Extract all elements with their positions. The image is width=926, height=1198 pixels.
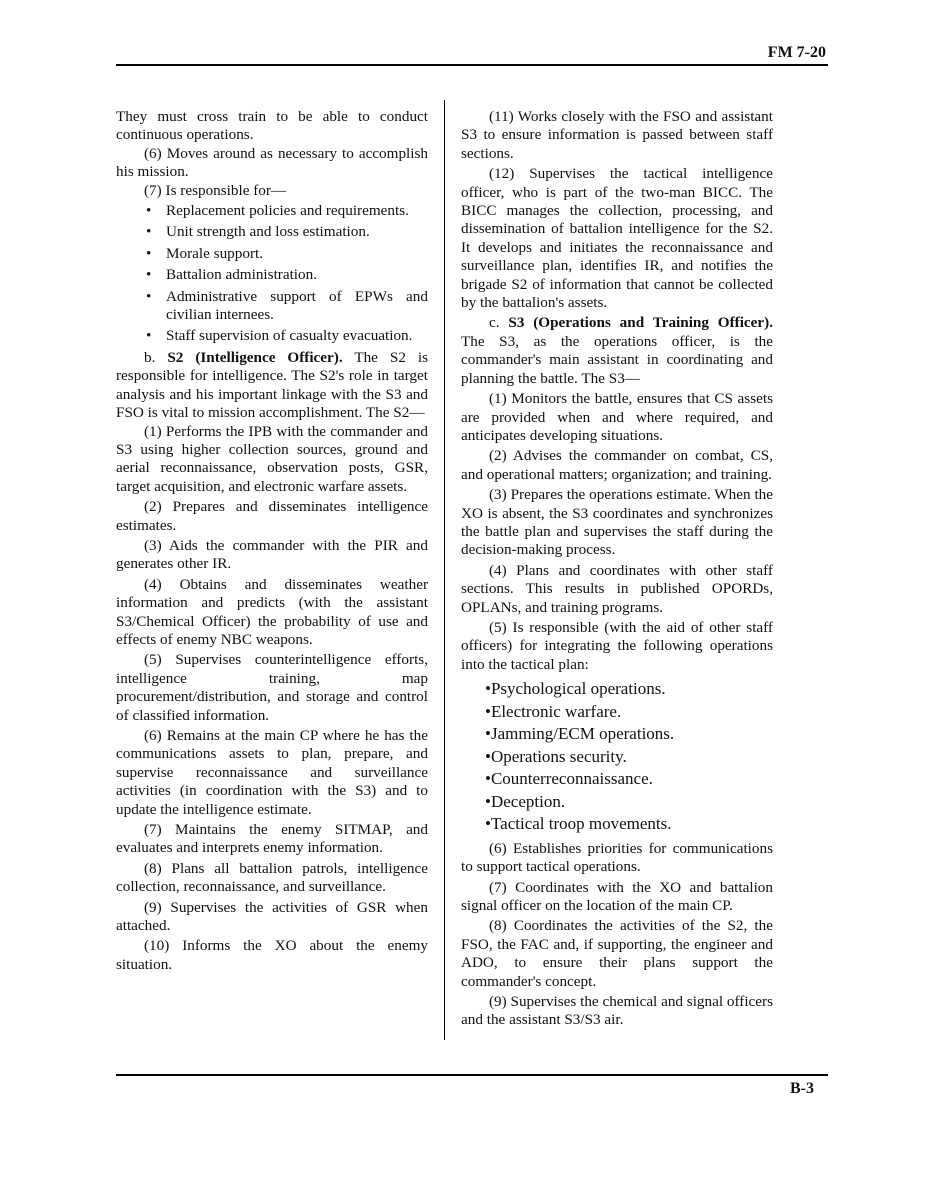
s2-duty: (9) Supervises the activities of GSR when attached.	[116, 898, 428, 935]
s3-heading: S3 (Operations and Training Officer).	[508, 314, 773, 332]
section-label: b.	[144, 348, 156, 366]
s2-duty: (10) Informs the XO about the enemy situation.	[116, 937, 428, 973]
s1-item-7: (7) Is responsible for—	[144, 181, 287, 199]
s3-section-intro	[461, 314, 773, 388]
s2-duty: (8) Plans all battalion patrols, intelligence collection, reconnaissance, and surveillance.	[116, 859, 428, 896]
s3-duty: (8) Coordinates the activities of the S2, the FSO, the FAC and, if supporting, the engineer and ADO, to ensure their plans support the commander's concept.	[461, 917, 773, 990]
list-item: • Electronic warfare.	[485, 701, 773, 724]
column-divider	[444, 100, 445, 1040]
list-item: • Deception.	[485, 791, 773, 814]
list-item: • Staff supervision of casualty evacuation.	[166, 327, 428, 345]
responsibility-list	[116, 202, 428, 346]
s2-duty: (6) Remains at the main CP where he has the communications assets to plan, prepare, and supervise reconnaissance and surveillance activities (in coordination with the S3) and to update the intelligence estimate.	[116, 727, 428, 818]
header-rule	[116, 64, 828, 66]
s3-duty: (3) Prepares the operations estimate. When the XO is absent, the S3 coordinates and synchronizes the battle plan and supervises the staff during the decision-making process.	[461, 486, 773, 559]
list-item: • Jamming/ECM operations.	[485, 723, 773, 746]
section-label: c.	[489, 314, 500, 332]
s3-duty: (6) Establishes priorities for communications to support tactical operations.	[461, 839, 773, 876]
running-header: FM 7-20	[767, 44, 826, 61]
s3-duty: (4) Plans and coordinates with other staff sections. This results in published OPORDs, OPLANs, and training programs.	[461, 561, 773, 616]
s3-duty: (5) Is responsible (with the aid of other staff officers) for integrating the following operations into the tactical plan:	[461, 618, 773, 673]
s2-duty: (2) Prepares and disseminates intelligence estimates.	[116, 498, 428, 534]
s3-duty: (2) Advises the commander on combat, CS, and operational matters; organization; and training.	[461, 447, 773, 483]
list-item: • Unit strength and loss estimation.	[166, 223, 428, 241]
left-column	[116, 108, 428, 974]
s2-duty: (5) Supervises counterintelligence efforts, intelligence training, map procurement/distribution, and storage and control of classified information.	[116, 651, 428, 724]
s2-heading: S2 (Intelligence Officer).	[167, 348, 343, 366]
list-item: • Tactical troop movements.	[485, 813, 773, 836]
s2-section-intro	[116, 349, 428, 423]
s2-duty: (7) Maintains the enemy SITMAP, and evaluates and interprets enemy information.	[116, 821, 428, 857]
s2-description: The S2 is responsible for intelligence. The S2's role in target analysis and his important linkage with the S3 and FSO is vital to mission accomplishment. The S2—	[116, 348, 428, 422]
s2-duty: (11) Works closely with the FSO and assistant S3 to ensure information is passed between staff sections.	[461, 108, 773, 162]
list-item: • Morale support.	[166, 245, 428, 263]
s3-duty: (1) Monitors the battle, ensures that CS assets are provided when and where required, and anticipates developing situations.	[461, 390, 773, 444]
list-item: • Battalion administration.	[166, 266, 428, 284]
s2-duty: (3) Aids the commander with the PIR and generates other IR.	[116, 536, 428, 573]
s3-description: The S3, as the operations officer, is the commander's main assistant in coordinating and planning the battle. The S3—	[461, 332, 773, 387]
list-item: • Administrative support of EPWs and civilian internees.	[166, 288, 428, 325]
list-item: • Psychological operations.	[485, 678, 773, 701]
list-item: • Replacement policies and requirements.	[166, 202, 428, 220]
s3-duty: (7) Coordinates with the XO and battalion signal officer on the location of the main CP.	[461, 878, 773, 914]
s2-duty: (12) Supervises the tactical intelligence officer, who is part of the two-man BICC. The BICC manages the collection, processing, and dissemination of battalion intelligence for the S2. It develops and initiates the reconnaissance and surveillance plan, identifies IR, and notifies the brigade S2 of information that cannot be collected by the battalion's assets.	[461, 165, 773, 312]
s1-item-6: (6) Moves around as necessary to accomplish his mission.	[116, 144, 428, 181]
list-item: • Operations security.	[485, 746, 773, 769]
footer-rule	[116, 1074, 828, 1076]
page-number: B-3	[790, 1080, 814, 1097]
intro-paragraph: They must cross train to be able to conduct continuous operations.	[116, 108, 428, 144]
operations-list	[485, 678, 773, 836]
list-item: • Counterreconnaissance.	[485, 768, 773, 791]
s2-duty: (4) Obtains and disseminates weather information and predicts (with the assistant S3/Chemical Officer) the probability of use and effects of enemy NBC weapons.	[116, 575, 428, 648]
s2-duty: (1) Performs the IPB with the commander and S3 using higher collection sources, ground and aerial reconnaissance, observation posts, GSR, target acquisition, and electronic warfare assets.	[116, 422, 428, 495]
s3-duty: (9) Supervises the chemical and signal officers and the assistant S3/S3 air.	[461, 992, 773, 1029]
right-column	[461, 108, 773, 1030]
